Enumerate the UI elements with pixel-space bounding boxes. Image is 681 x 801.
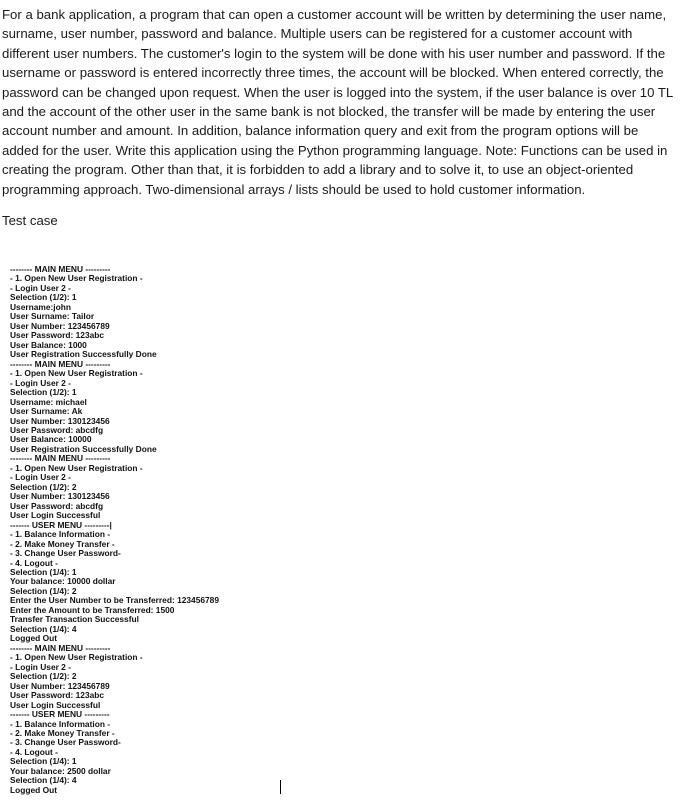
console-line: - 1. Open New User Registration - <box>10 368 143 379</box>
console-line: Username:john <box>10 301 71 312</box>
console-line: - 4. Logout - <box>10 746 58 757</box>
console-line: User Balance: 10000 <box>10 434 92 445</box>
console-line: User Number: 123456789 <box>10 320 110 331</box>
console-line: Your balance: 2500 dollar <box>10 765 111 776</box>
console-line: User Surname: Ak <box>10 406 83 417</box>
console-line: Your balance: 10000 dollar <box>10 576 116 587</box>
console-line: ------- USER MENU --------- <box>10 709 110 720</box>
console-line: Selection (1/4): 1 <box>10 756 77 767</box>
console-line: User Password: abcdfg <box>10 500 104 511</box>
console-line: - 2. Make Money Transfer - <box>10 538 115 549</box>
console-line: - Login User 2 - <box>10 472 71 483</box>
console-line: - 1. Open New User Registration - <box>10 462 143 473</box>
console-line: Selection (1/2): 2 <box>10 671 77 682</box>
console-line: Selection (1/2): 1 <box>10 292 77 303</box>
console-line: User Registration Successfully Done <box>10 349 157 360</box>
console-line: User Number: 130123456 <box>10 415 110 426</box>
console-line: - Login User 2 - <box>10 377 71 388</box>
console-line: Selection (1/4): 4 <box>10 623 77 634</box>
console-line: Selection (1/4): 1 <box>10 567 77 577</box>
console-line: Transfer Transaction Successful <box>10 614 139 625</box>
console-line: User Login Successful <box>10 699 101 710</box>
console-line: Selection (1/2): 2 <box>10 481 77 492</box>
console-line: Selection (1/4): 2 <box>10 585 77 596</box>
console-line: -------- MAIN MENU --------- <box>10 453 111 464</box>
console-line: - 1. Open New User Registration - <box>10 652 143 663</box>
test-case-console-output <box>10 265 330 795</box>
console-line: Logged Out <box>10 633 57 644</box>
document-body <box>2 5 678 230</box>
console-line: ------- USER MENU ---------| <box>10 519 112 530</box>
console-line: - Login User 2 - <box>10 661 71 672</box>
console-line: User Surname: Tailor <box>10 311 95 322</box>
console-line: - 1. Open New User Registration - <box>10 273 143 284</box>
console-line: User Number: 130123456 <box>10 491 110 502</box>
console-line: - 4. Logout - <box>10 557 58 568</box>
console-line: User Balance: 1000 <box>10 339 87 350</box>
text-cursor <box>280 780 281 794</box>
console-line: User Registration Successfully Done <box>10 443 157 454</box>
console-line: -------- MAIN MENU --------- <box>10 642 111 653</box>
console-line: - 1. Balance Information - <box>10 529 111 540</box>
console-line: User Password: 123abc <box>10 690 105 701</box>
console-line: User Login Successful <box>10 510 101 521</box>
console-line: - 3. Change User Password- <box>10 737 121 748</box>
console-line: -------- MAIN MENU --------- <box>10 264 111 274</box>
console-line: User Number: 123456789 <box>10 680 110 691</box>
console-line: Enter the User Number to be Transferred: 123456789 <box>10 595 219 606</box>
console-line: - 1. Balance Information - <box>10 718 111 729</box>
console-line: Selection (1/2): 1 <box>10 387 77 398</box>
console-line: User Password: 123abc <box>10 330 105 341</box>
console-line: Username: michael <box>10 396 87 407</box>
console-line: - 2. Make Money Transfer - <box>10 727 115 738</box>
problem-description: For a bank application, a program that can open a customer account will be written by determining the user name, surname, user number, password and balance. Multiple users can be registered for a customer account with different user numbers. The customer's login to the system will be done with his user number and password. If the username or password is entered incorrectly three times, the account will be blocked. When entered correctly, the password can be changed upon request. When the user is logged into the system, if the user balance is over 10 TL and the account of the other user in the same bank is not blocked, the transfer will be made by entering the user account number and amount. In addition, balance information query and exit from the program options will be added for the user. Write this application using the Python programming language. Note: Functions can be used in creating the program. Other than that, it is forbidden to add a library and to solve it, to use an object-oriented programming approach. Two-dimensional arrays / lists should be used to hold customer information. <box>2 7 673 197</box>
console-line: Logged Out <box>10 784 57 795</box>
console-line: - 3. Change User Password- <box>10 548 121 559</box>
console-line: - Login User 2 - <box>10 282 71 293</box>
console-line: Enter the Amount to be Transferred: 1500 <box>10 604 175 615</box>
console-line: Selection (1/4): 4 <box>10 775 77 786</box>
console-line: User Password: abcdfg <box>10 424 104 435</box>
test-case-heading: Test case <box>2 213 58 229</box>
console-line: -------- MAIN MENU --------- <box>10 358 111 369</box>
